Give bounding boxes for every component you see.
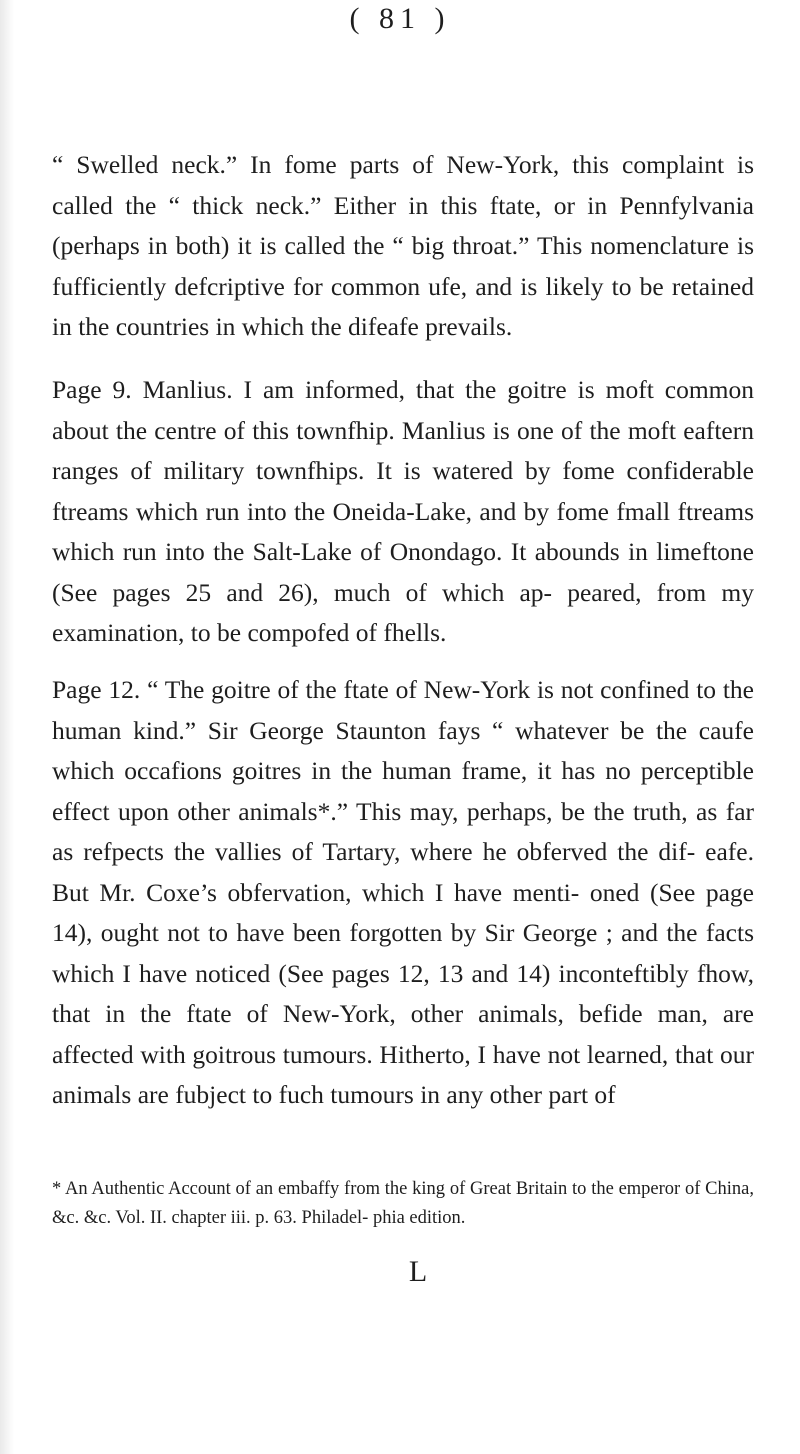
paragraph-manlius: Page 9. Manlius. I am informed, that the goitre is moft common about the centre of this townfhip. Manlius is one of the moft eaftern ranges of military townfhips. It is watered by fome confiderable ftreams which run into the Oneida-Lake, and by fome fmall ftreams which run into the Salt-Lake of Onondago. It abounds in limeftone (See pages 25 and 26), much of which ap- peared, from my examination, to be compofed of fhells. <box>52 375 754 647</box>
page-number: ( 81 ) <box>349 2 451 35</box>
page-binding-edge <box>0 0 14 1454</box>
paragraph-swelled-neck: “ Swelled neck.” In fome parts of New-York, this complaint is called the “ thick neck.” Either in this ftate, or in Pennfylvania (perhaps in both) it is called the “ big throat.” This nomenclature is fufficiently defcriptive for common ufe, and is likely to be retained in the countries in which the difeafe prevails. <box>52 150 754 341</box>
signature-mark: L <box>408 1255 428 1288</box>
paragraph-goitre-animals: Page 12. “ The goitre of the ftate of New-York is not confined to the human kind.” Sir George Staunton fays “ whatever be the caufe which occafions goitres in the human frame, it has no perceptible effect upon other animals*.” This may, perhaps, be the truth, as far as refpects the vallies of Tartary, where he obferved the dif- eafe. But Mr. Coxe’s obfervation, which I have menti- oned (See page 14), ought not to have been forgotten by Sir George ; and the facts which I have noticed (See pages 12, 13 and 14) inconteftibly fhow, that in the ftate of New-York, other animals, befide man, are affected with goitrous tumours. Hitherto, I have not learned, that our animals are fubject to fuch tumours in any other part of <box>52 675 754 1109</box>
footnote: * An Authentic Account of an embaffy from the king of Great Britain to the emperor of China, &c. &c. Vol. II. chapter iii. p. 63. Philadel- phia edition. <box>52 1179 754 1228</box>
